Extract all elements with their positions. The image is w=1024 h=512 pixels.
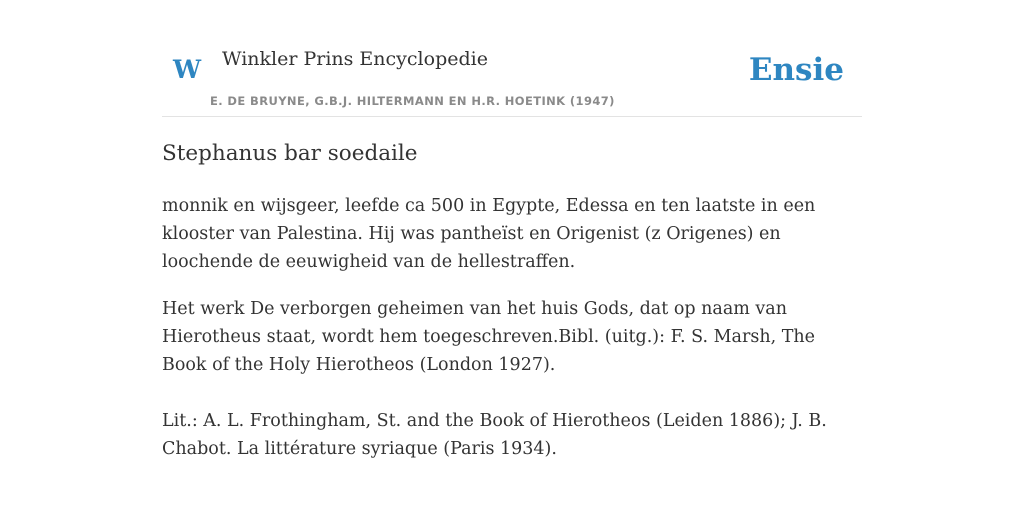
brand-logo[interactable]: Ensie	[748, 52, 844, 88]
site-header	[162, 40, 862, 117]
article-paragraph: Lit.: A. L. Frothingham, St. and the Book of Hierotheos (Leiden 1886); J. B. Chabot. La littérature syriaque (Paris 1934).	[162, 411, 827, 459]
site-title[interactable]: Winkler Prins Encyclopedie	[222, 48, 488, 70]
site-logo[interactable]: W	[173, 55, 202, 84]
article-paragraph: monnik en wijsgeer, leefde ca 500 in Egypte, Edessa en ten laatste in een klooster van Palestina. Hij was pantheïst en Origenist (z Origenes) en loochende de eeuwigheid van de hellestraffen.	[162, 196, 816, 272]
authors-credit: E. DE BRUYNE, G.B.J. HILTERMANN EN H.R. HOETINK (1947)	[210, 94, 615, 108]
article-paragraph: Het werk De verborgen geheimen van het huis Gods, dat op naam van Hierotheus staat, wordt hem toegeschreven.Bibl. (uitg.): F. S. Marsh, The Book of the Holy Hierotheos (London 1927).	[162, 299, 816, 375]
article	[162, 138, 862, 463]
article-title: Stephanus bar soedaile	[162, 141, 418, 166]
